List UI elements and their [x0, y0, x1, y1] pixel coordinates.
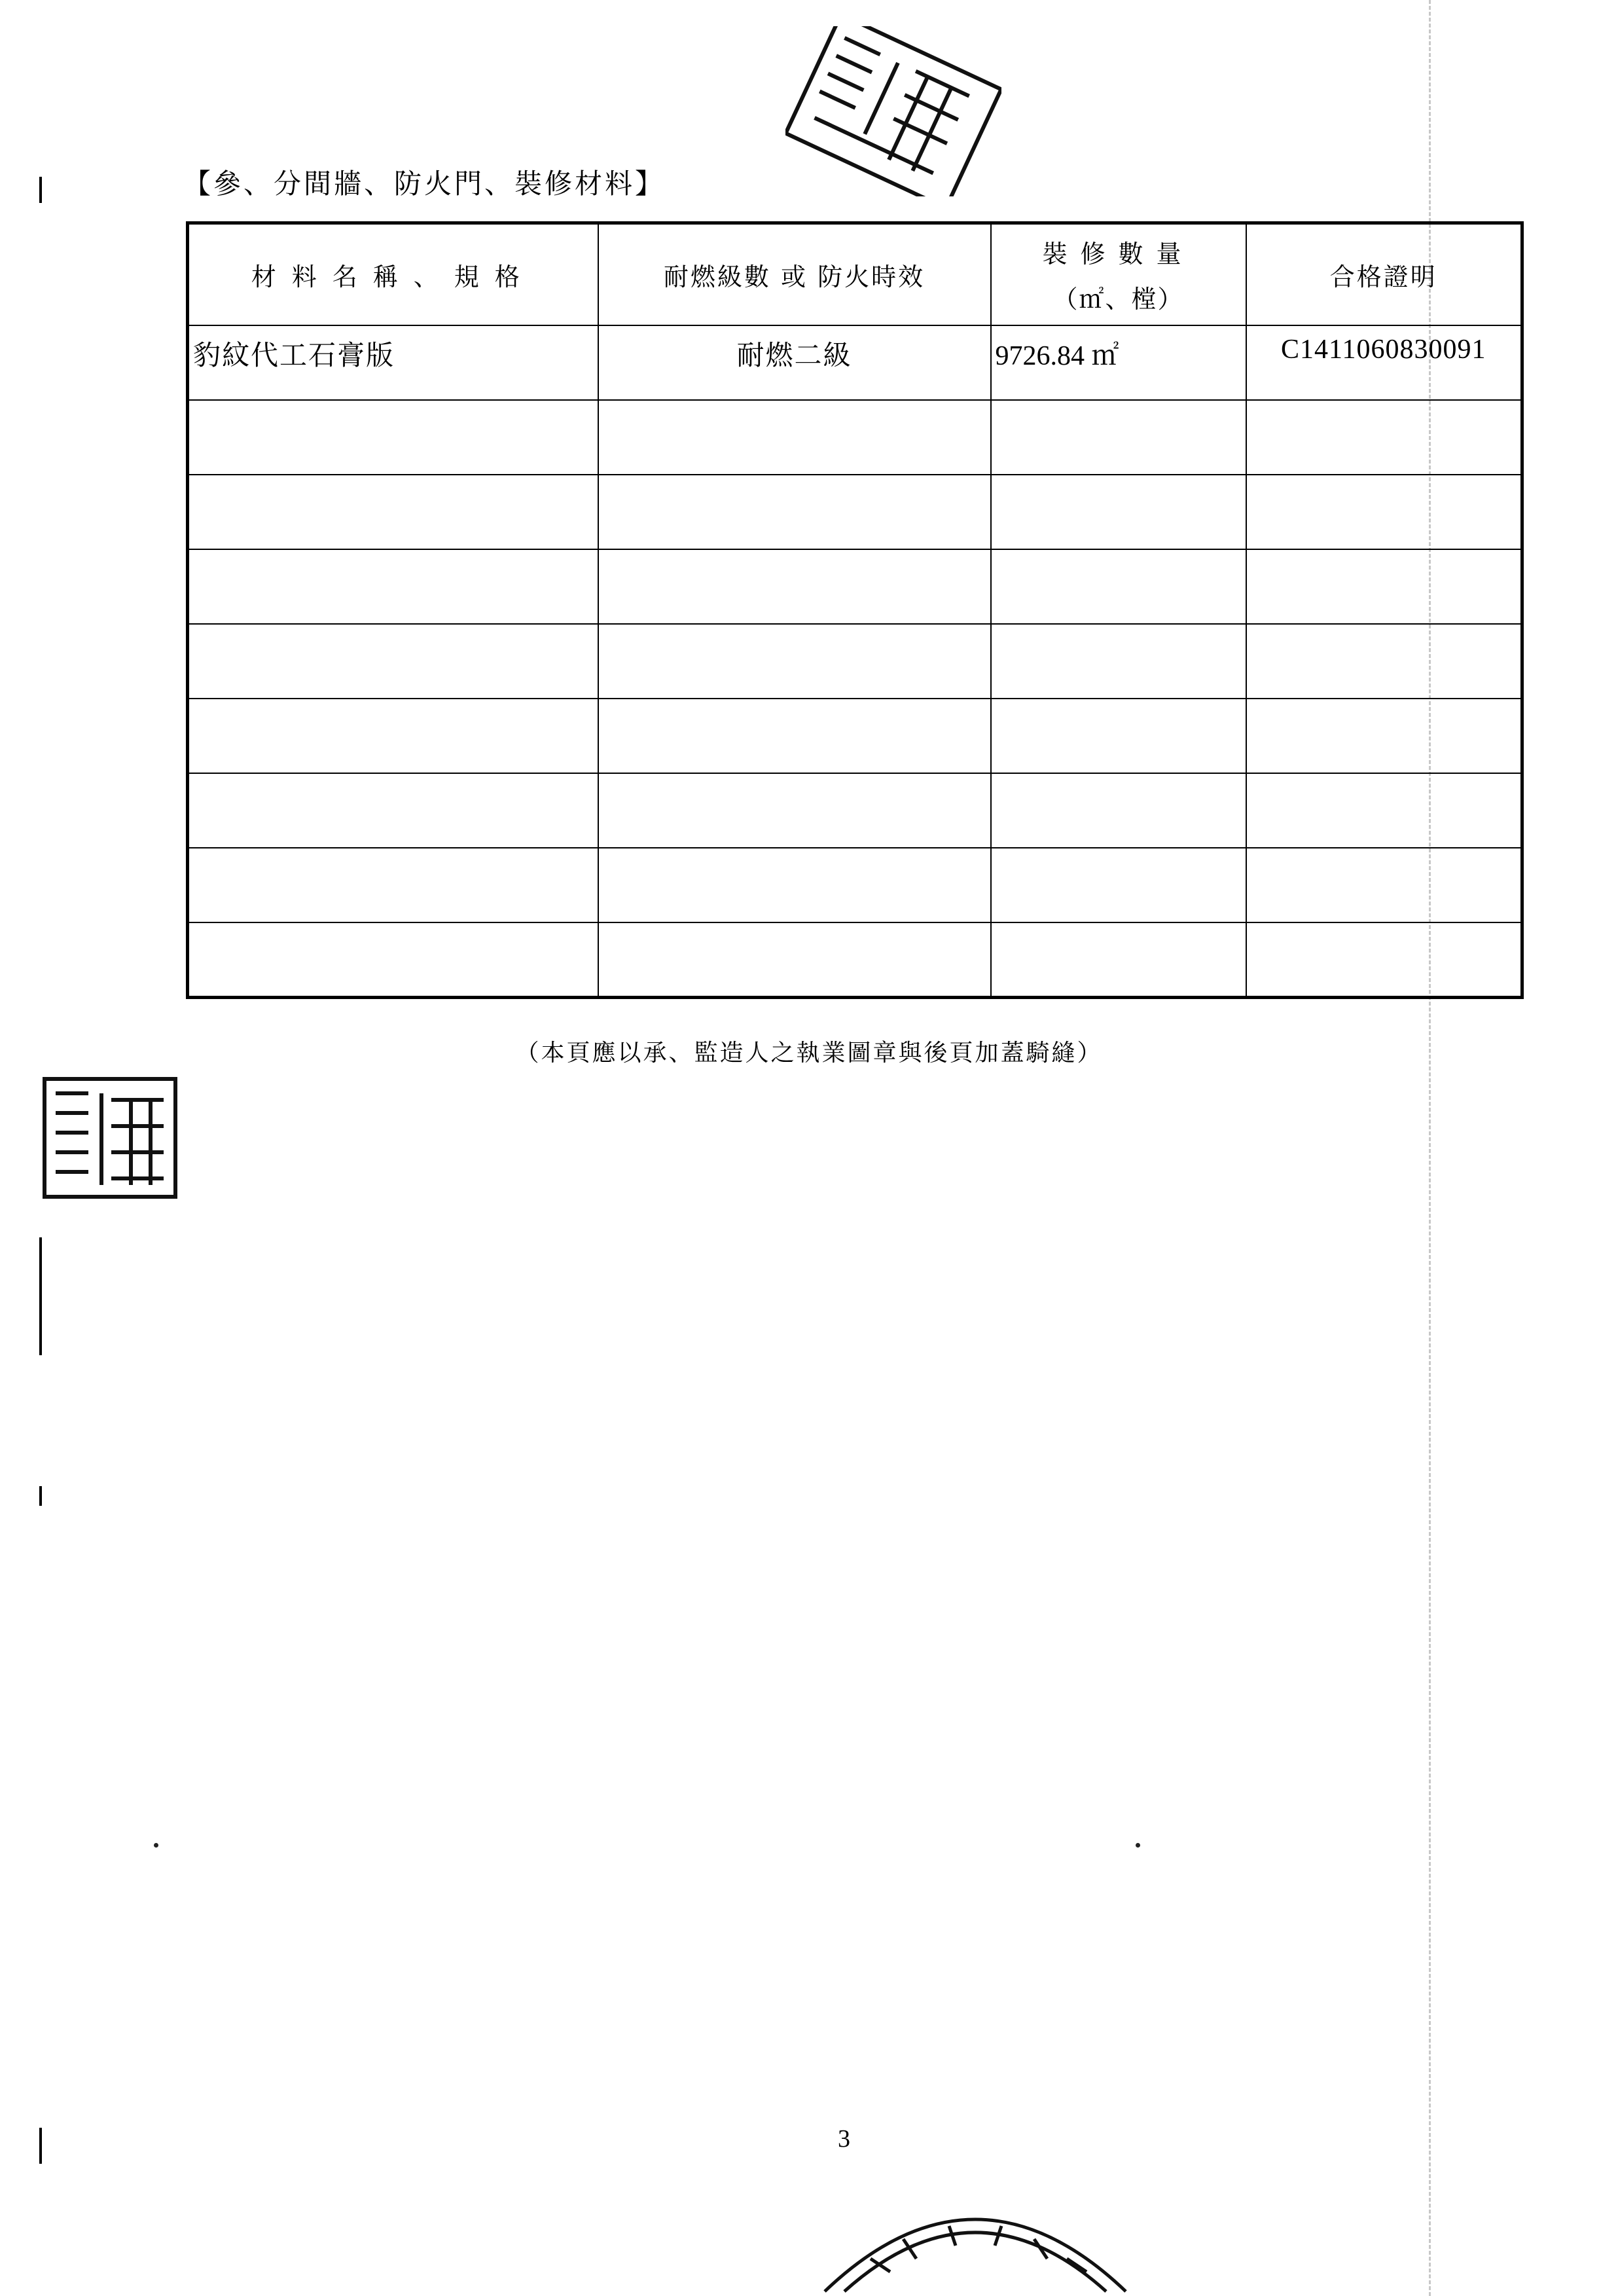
cell-grade [598, 549, 991, 624]
scan-mark [39, 177, 42, 203]
table-header-row [188, 223, 1522, 325]
seal-stamp-left [39, 1074, 183, 1205]
cell-certificate [1246, 549, 1522, 624]
cell-quantity [991, 624, 1246, 699]
cell-name [188, 549, 598, 624]
seal-stamp-bottom [818, 2187, 1132, 2296]
cell-name [188, 624, 598, 699]
header-certificate: 合格證明 [1246, 223, 1522, 325]
cell-name [188, 475, 598, 549]
header-material-name: 材料名稱、規格 [188, 223, 598, 325]
cell-quantity [991, 699, 1246, 773]
cell-grade [598, 624, 991, 699]
cell-grade: 耐燃二級 [598, 325, 991, 400]
seal-stamp-top [785, 26, 1001, 196]
cell-certificate [1246, 699, 1522, 773]
scan-speck [1136, 1843, 1140, 1848]
table-row [188, 773, 1522, 848]
cell-certificate [1246, 773, 1522, 848]
cell-grade [598, 699, 991, 773]
header-quantity-label: 裝修數量 [1042, 240, 1195, 269]
cell-certificate [1246, 400, 1522, 475]
scan-mark [39, 1486, 42, 1506]
table-row [188, 325, 1522, 400]
section-title: 【參、分間牆、防火門、裝修材料】 [183, 168, 666, 200]
cell-quantity [991, 922, 1246, 997]
table-row [188, 699, 1522, 773]
scan-mark [39, 2128, 42, 2164]
cell-certificate: C1411060830091 [1246, 325, 1522, 400]
cell-certificate [1246, 922, 1522, 997]
cell-grade [598, 848, 991, 922]
cell-certificate [1246, 624, 1522, 699]
scan-mark [39, 1237, 42, 1355]
cell-name [188, 773, 598, 848]
cell-grade [598, 922, 991, 997]
header-quantity [991, 223, 1246, 325]
page-number: 3 [838, 2125, 850, 2153]
table-row [188, 475, 1522, 549]
cell-quantity: 9726.84 ㎡ [991, 325, 1246, 400]
cell-name [188, 699, 598, 773]
cell-quantity [991, 400, 1246, 475]
cell-quantity [991, 773, 1246, 848]
cell-grade [598, 400, 991, 475]
cell-quantity [991, 848, 1246, 922]
cell-name: 豹紋代工石膏版 [188, 325, 598, 400]
table-row [188, 922, 1522, 997]
footnote: （本頁應以承、監造人之執業圖章與後頁加蓋騎縫） [515, 1040, 1103, 1066]
cell-certificate [1246, 848, 1522, 922]
materials-table [186, 221, 1524, 999]
table-row [188, 549, 1522, 624]
header-quantity-unit: （㎡、樘） [1052, 285, 1184, 314]
cell-quantity [991, 475, 1246, 549]
cell-grade [598, 773, 991, 848]
table-row [188, 400, 1522, 475]
cell-name [188, 848, 598, 922]
cell-certificate [1246, 475, 1522, 549]
cell-quantity [991, 549, 1246, 624]
cell-grade [598, 475, 991, 549]
scan-speck [154, 1843, 158, 1848]
table-row [188, 848, 1522, 922]
cell-name [188, 400, 598, 475]
cell-name [188, 922, 598, 997]
table-row [188, 624, 1522, 699]
header-fire-grade: 耐燃級數 或 防火時效 [598, 223, 991, 325]
